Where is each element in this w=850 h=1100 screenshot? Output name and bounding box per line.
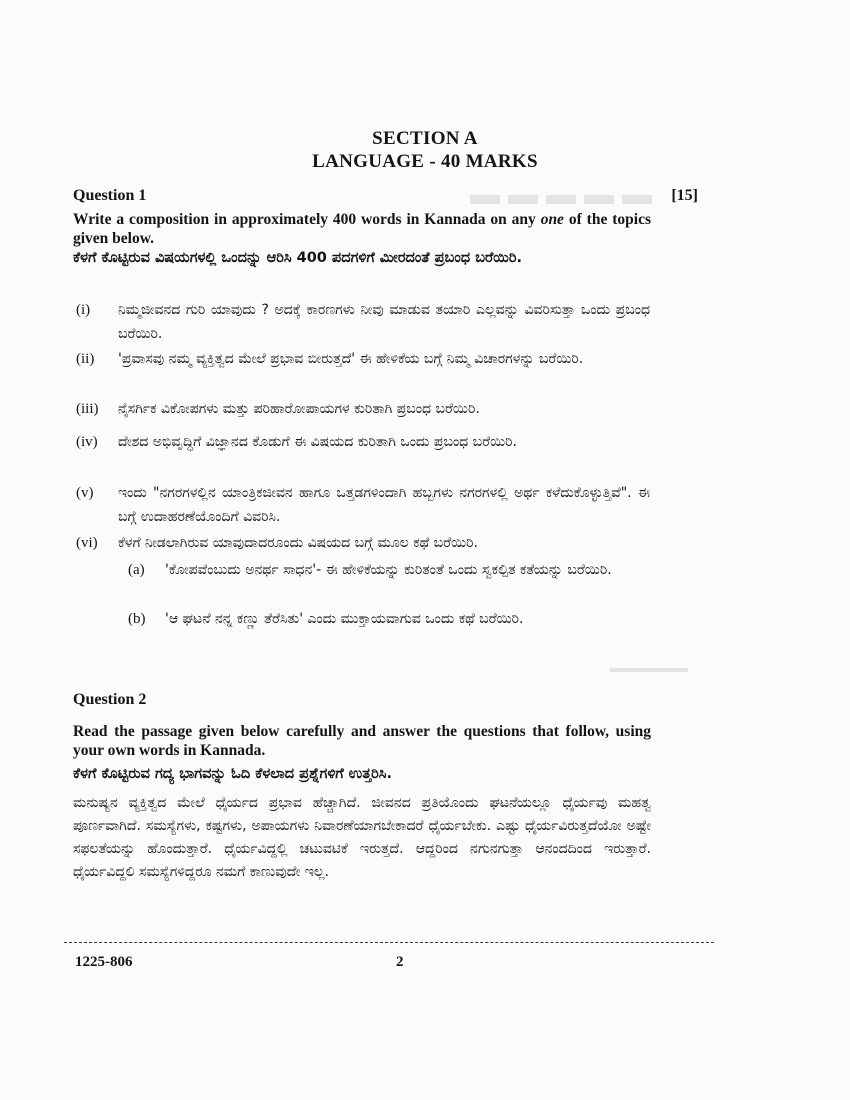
item-number: (i): [76, 302, 91, 318]
item-number: (ii): [76, 351, 95, 367]
instruction-emphasis: one: [540, 211, 564, 228]
passage-text: ಮನುಷ್ಯನ ವ್ಯಕ್ತಿತ್ವದ ಮೇಲೆ ಧೈರ್ಯದ ಪ್ರಭಾವ ಹೆಚ್ಚಾಗಿದೆ. ಜೀವನದ ಪ್ರತಿಯೊಂದು ಘಟನೆಯಲ್ಲೂ ಧೈರ್ಯವು ಮಹತ್ವ ಪೂರ್ಣವಾಗಿದೆ. ಸಮಸ್ಯೆಗಳು, ಕಷ್ಟಗಳು, ಅಪಾಯಗಳು ನಿವಾರಣೆಯಾಗಬೇಕಾದರೆ ಧೈರ್ಯಬೇಕು. ಎಷ್ಟು ಧೈರ್ಯವಿರುತ್ತದೆಯೋ ಅಷ್ಟೇ ಸಫಲತೆಯನ್ನು ಹೊಂದುತ್ತಾರೆ. ಧೈರ್ಯವಿದ್ದಲ್ಲಿ ಚಟುವಟಿಕೆ ಇರುತ್ತದೆ. ಆದ್ದರಿಂದ ನಗುನಗುತ್ತಾ ಆನಂದದಿಂದ ಇರುತ್ತಾರೆ. ಧೈರ್ಯವಿದ್ದಲಿ ಸಮಸ್ಯೆಗಳಿದ್ದರೂ ನಮಗೆ ಕಾಣುವುದೇ ಇಲ್ಲ.: [73, 795, 651, 880]
question-1-instruction: [73, 210, 651, 248]
item-text: ಕೆಳಗೆ ನೀಡಲಾಗಿರುವ ಯಾವುದಾದರೂಂದು ವಿಷಯದ ಬಗ್ಗೆ ಮೂಲ ಕಥೆ ಬರೆಯಿರಿ.: [118, 535, 478, 551]
bleed-through-texture: ▬▬▬▬▬: [470, 178, 660, 211]
bleed-through-texture: ▬▬▬▬▬▬: [610, 660, 688, 675]
subitem-text: 'ಕೋಪವೆಂಬುದು ಅನರ್ಥ ಸಾಧನ'- ಈ ಹೇಳಿಕೆಯನ್ನು ಕುರಿತಂತೆ ಒಂದು ಸ್ವಕಲ್ಪಿತ ಕತೆಯನ್ನು ಬರೆಯಿರಿ.: [165, 562, 612, 578]
item-number: (iv): [76, 434, 98, 450]
item-text: ನಿಮ್ಮಜೀವನದ ಗುರಿ ಯಾವುದು ? ಅದಕ್ಕೆ ಕಾರಣಗಳು ನೀವು ಮಾಡುವ ತಯಾರಿ ಎಲ್ಲವನ್ನು ವಿವರಿಸುತ್ತಾ ಒಂದು ಪ್ರಬಂಧ ಬರೆಯಿರಿ.: [118, 302, 650, 342]
subitem-text: 'ಆ ಘಟನೆ ನನ್ನ ಕಣ್ಣು ತೆರೆಸಿತು' ಎಂದು ಮುಕ್ತಾಯವಾಗುವ ಒಂದು ಕಥೆ ಬರೆಯಿರಿ.: [165, 611, 524, 627]
page-number: 2: [396, 954, 404, 970]
question-1-label: Question 1: [73, 187, 147, 204]
question-1-marks: [15]: [671, 187, 698, 204]
instruction-text: Write a composition in approximately 400 words in Kannada on any: [73, 211, 541, 228]
item-number: (vi): [76, 535, 98, 551]
question-1-instruction-kannada: ಕೆಳಗೆ ಕೊಟ್ಟಿರುವ ವಿಷಯಗಳಲ್ಲಿ ಒಂದನ್ನು ಆರಿಸಿ 400 ಪದಗಳಿಗೆ ಮೀರದಂತೆ ಪ್ರಬಂಧ ಬರೆಯಿರಿ.: [73, 250, 523, 266]
item-text: ನೈಸರ್ಗಿಕ ವಿಕೋಪಗಳು ಮತ್ತು ಪರಿಹಾರೋಪಾಯಗಳ ಕುರಿತಾಗಿ ಪ್ರಬಂಧ ಬರೆಯಿರಿ.: [118, 401, 480, 417]
paper-code: 1225-806: [75, 954, 133, 970]
item-number: (iii): [76, 401, 99, 417]
instruction-text: of the topics given below.: [73, 211, 651, 247]
subitem-number: (a): [128, 562, 145, 578]
item-text: 'ಪ್ರವಾಸವು ನಮ್ಮ ವ್ಯಕ್ತಿತ್ವದ ಮೇಲೆ ಪ್ರಭಾವ ಬೀರುತ್ತದೆ' ಈ ಹೇಳಿಕೆಯ ಬಗ್ಗೆ ನಿಮ್ಮ ವಿಚಾರಗಳನ್ನು ಬರೆಯಿರಿ.: [118, 351, 584, 367]
question-2-instruction: Read the passage given below carefully and answer the questions that follow, using your own words in Kannada.: [73, 723, 651, 759]
footer-divider: [64, 942, 714, 943]
section-title: SECTION A: [372, 128, 478, 149]
item-number: (v): [76, 485, 94, 501]
item-text: ಇಂದು "ನಗರಗಳಲ್ಲಿನ ಯಾಂತ್ರಿಕಜೀವನ ಹಾಗೂ ಒತ್ತಡಗಳಿಂದಾಗಿ ಹಬ್ಬಗಳು ನಗರಗಳಲ್ಲಿ ಅರ್ಥ ಕಳೆದುಕೊಳ್ಳುತ್ತಿವೆ". ಈ ಬಗ್ಗೆ ಉದಾಹರಣೆಯೊಂದಿಗೆ ವಿವರಿಸಿ.: [118, 485, 650, 525]
question-2-label: Question 2: [73, 691, 147, 708]
subitem-number: (b): [128, 611, 146, 627]
question-2-instruction-kannada: ಕೆಳಗೆ ಕೊಟ್ಟಿರುವ ಗದ್ಯ ಭಾಗವನ್ನು ಓದಿ ಕೆಳಲಾದ ಪ್ರಶ್ನೆಗಳಿಗೆ ಉತ್ತರಿಸಿ.: [73, 766, 392, 782]
item-text: ದೇಶದ ಅಭಿವೃದ್ಧಿಗೆ ವಿಜ್ಞಾನದ ಕೊಡುಗೆ ಈ ವಿಷಯದ ಕುರಿತಾಗಿ ಒಂದು ಪ್ರಬಂಧ ಬರೆಯಿರಿ.: [118, 434, 517, 450]
section-subtitle: LANGUAGE - 40 MARKS: [312, 151, 538, 172]
